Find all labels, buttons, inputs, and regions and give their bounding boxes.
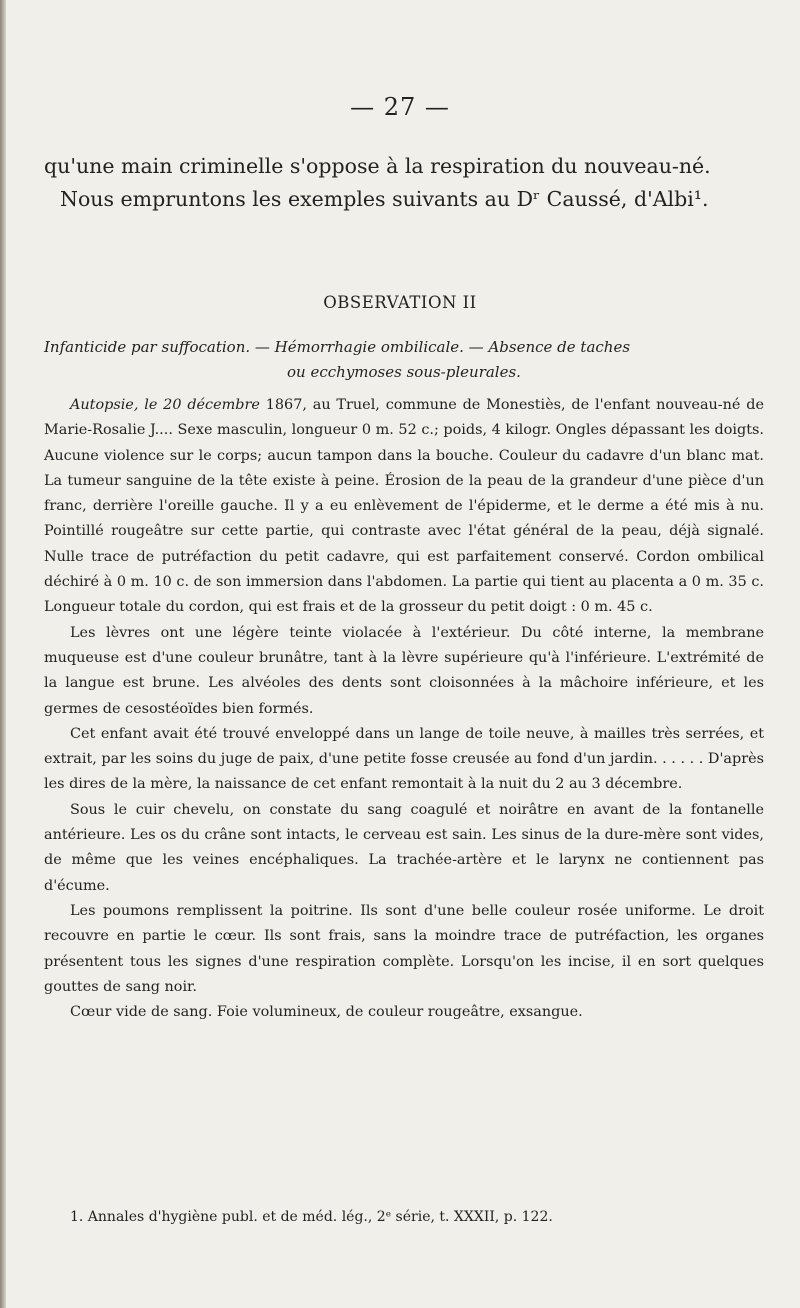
paragraph-autopsie [44,393,764,621]
paragraph-text: 1867, au Truel, commune de Monestiès, de l'enfant nouveau-né de Marie-Rosalie J.... Sexe masculin, longueur 0 m. 52 c.; poids, 4 kilogr. Ongles dépassant les doigts. Aucune violence sur le corps; aucun tampon dans la bouche. Couleur du cadavre d'un blanc mat. La tumeur sanguine de la tête existe à peine. Érosion de la peau de la grandeur d'une pièce d'un franc, derrière l'oreille gauche. Il y a eu enlèvement de l'épiderme, et le derme a été mis à nu. Pointillé rougeâtre sur cette partie, qui contraste avec l'état général de la peau, déjà signalé. Nulle trace de putréfaction du petit cadavre, qui est parfaitement conservé. Cordon ombilical déchiré à 0 m. 10 c. de son immersion dans l'abdomen. La partie qui tient au placenta a 0 m. 35 c. Longueur totale du cordon, qui est frais et de la grosseur du petit doigt : 0 m. 45 c. [44,397,765,616]
paragraph-levres: Les lèvres ont une légère teinte violacée à l'extérieur. Du côté interne, la membrane muqueuse est d'une couleur brunâtre, tant à la lèvre supérieure qu'à l'inférieure. L'extrémité de la langue est brune. Les alvéoles des dents sont cloisonnées à la mâchoire inférieure, et les germes de cesostéoïdes bien formés. [44,624,764,717]
footnote: 1. Annales d'hygiène publ. et de méd. lég., 2ᵉ série, t. XXXII, p. 122. [70,1209,553,1225]
observation-title: OBSERVATION II [323,293,477,312]
intro-line-1: qu'une main criminelle s'oppose à la respiration du nouveau-né. [44,154,711,178]
paragraph-cuir-chevelu: Sous le cuir chevelu, on constate du sang coagulé et noirâtre en avant de la fontanelle antérieure. Les os du crâne sont intacts, le cerveau est sain. Les sinus de la dure-mère sont vides, de même que les veines encéphaliques. La trachée-artère et le larynx ne contiennent pas d'écume. [44,801,764,894]
paragraph-lead: Autopsie, le 20 décembre [70,397,260,413]
observation-body [44,393,764,1025]
intro-text [44,150,764,216]
intro-line-2: Nous empruntons les exemples suivants au Dʳ Caussé, d'Albi¹. [60,187,709,211]
page-number: — 27 — [350,93,450,121]
paragraph-poumons: Les poumons remplissent la poitrine. Ils sont d'une belle couleur rosée uniforme. Le droit recouvre en partie le cœur. Ils sont frais, sans la moindre trace de putréfaction, les organes présentent tous les signes d'une respiration complète. Lorsqu'on les incise, il en sort quelques gouttes de sang noir. [44,902,764,995]
page-binding-edge [0,0,6,1308]
paragraph-coeur: Cœur vide de sang. Foie volumineux, de couleur rougeâtre, exsangue. [70,1004,583,1021]
subtitle-line-2: ou ecchymoses sous-pleurales. [287,363,521,381]
subtitle-line-1: Infanticide par suffocation. — Hémorrhagie ombilicale. — Absence de taches [44,338,631,356]
observation-subtitle [44,335,764,385]
paragraph-enfant: Cet enfant avait été trouvé enveloppé dans un lange de toile neuve, à mailles très serrées, et extrait, par les soins du juge de paix, d'une petite fosse creusée au fond d'un jardin. . . . . . D'après les dires de la mère, la naissance de cet enfant remontait à la nuit du 2 au 3 décembre. [44,725,764,793]
